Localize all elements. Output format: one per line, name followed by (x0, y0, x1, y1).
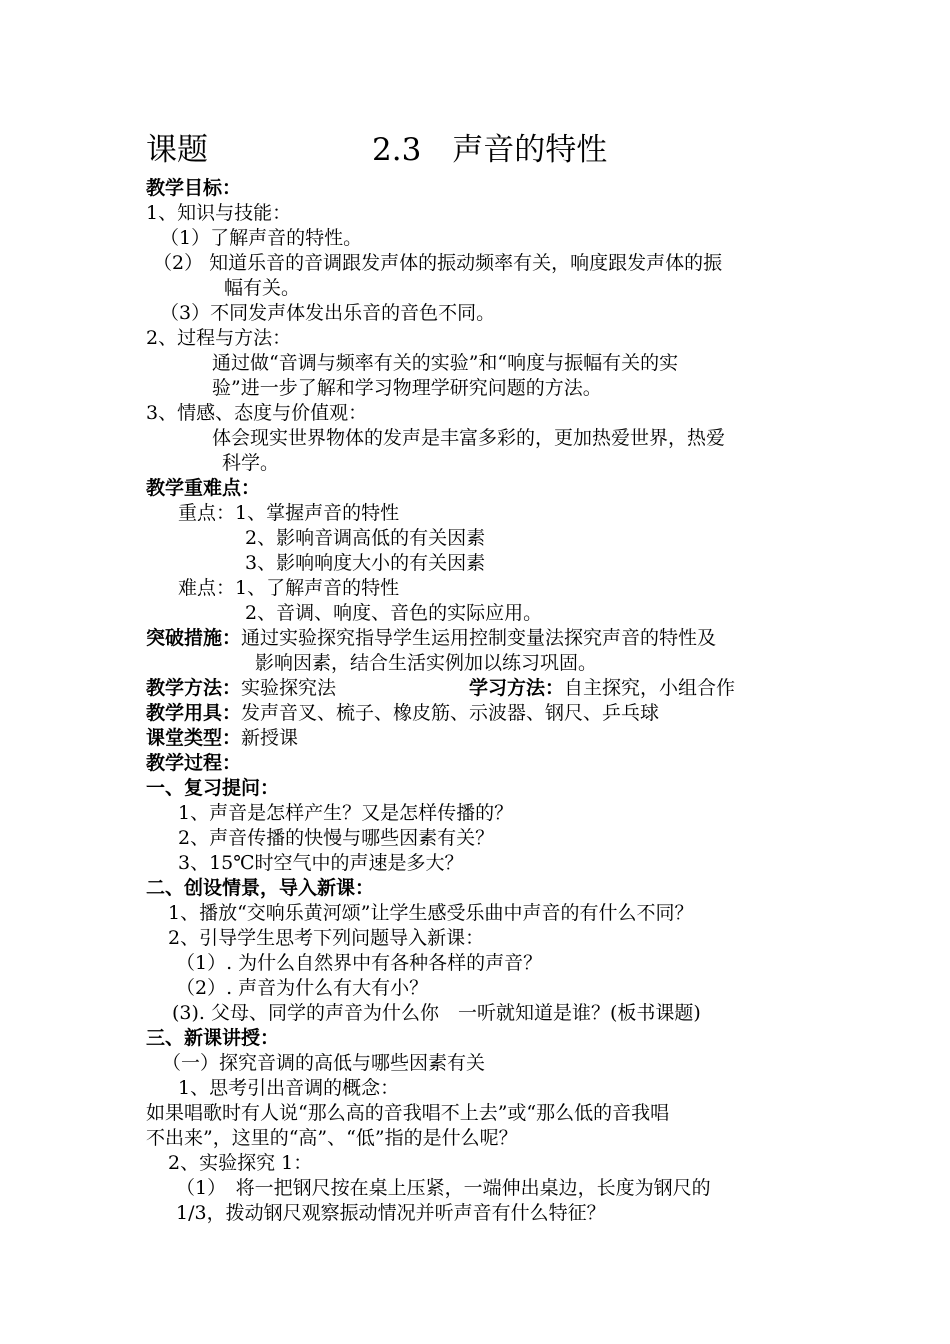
scenario-item: 1、播放“交响乐黄河颂”让学生感受乐曲中声音的有什么不同？ (168, 902, 694, 924)
key-points-heading: 教学重难点： (146, 477, 261, 499)
key-point: 3、影响响度大小的有关因素 (245, 552, 486, 574)
breakthrough-line (146, 626, 716, 651)
key-point: 2、影响音调高低的有关因素 (245, 527, 486, 549)
scenario-item: 2、引导学生思考下列问题导入新课： (168, 927, 485, 949)
review-question: 3、15℃时空气中的声速是多大？ (178, 852, 464, 874)
new-lesson-heading: 三、新课讲授： (146, 1027, 280, 1049)
new-lesson-step: 2、实验探究 1： (168, 1152, 313, 1174)
new-lesson-text: 不出来”，这里的“高”、“低”指的是什么呢？ (146, 1127, 518, 1149)
difficulty-point: 2、音调、响度、音色的实际应用。 (245, 602, 543, 624)
lesson-type (146, 726, 298, 751)
objective-process-text: 通过做“音调与频率有关的实验”和“响度与振幅有关的实 (212, 352, 679, 374)
scenario-question: （1）. 为什么自然界中有各种各样的声音？ (176, 952, 543, 974)
objective-item-cont: 幅有关。 (224, 277, 301, 299)
breakthrough-text: 通过实验探究指导学生运用控制变量法探究声音的特性及 (241, 627, 717, 649)
review-heading: 一、复习提问： (146, 777, 280, 799)
objective-item: （1）了解声音的特性。 (160, 227, 363, 249)
objective-process-text: 验”进一步了解和学习物理学研究问题的方法。 (212, 377, 602, 399)
lesson-type-value: 新授课 (241, 727, 299, 749)
teaching-method (146, 676, 336, 701)
lesson-type-label: 课堂类型： (146, 727, 242, 749)
new-lesson-text: 如果唱歌时有人说“那么高的音我唱不上去”或“那么低的音我唱 (146, 1102, 670, 1124)
objective-knowledge: 1、知识与技能： (146, 202, 292, 224)
difficulty-point: 难点：1、了解声音的特性 (178, 577, 400, 599)
scenario-question: （2）. 声音为什么有大有小？ (176, 977, 429, 999)
objective-process: 2、过程与方法： (146, 327, 292, 349)
experiment-step-cont: 1/3，拨动钢尺观察振动情况并听声音有什么特征？ (176, 1202, 606, 1224)
title-text: 2.3 声音的特性 (372, 132, 608, 168)
learning-method-value: 自主探究，小组合作 (564, 677, 736, 699)
teaching-tools-label: 教学用具： (146, 702, 242, 724)
learning-method (469, 676, 735, 701)
scenario-heading: 二、创设情景，导入新课： (146, 877, 375, 899)
objective-attitude-text: 科学。 (222, 452, 280, 474)
review-question: 2、声音传播的快慢与哪些因素有关？ (178, 827, 495, 849)
review-question: 1、声音是怎样产生？又是怎样传播的？ (178, 802, 514, 824)
breakthrough-text-cont: 影响因素，结合生活实例加以练习巩固。 (255, 652, 598, 674)
lesson-title (146, 130, 608, 170)
process-heading: 教学过程： (146, 752, 242, 774)
teaching-method-value: 实验探究法 (241, 677, 337, 699)
breakthrough-label: 突破措施： (146, 627, 242, 649)
objective-item: （3）不同发声体发出乐音的音色不同。 (160, 302, 496, 324)
scenario-question: (3). 父母、同学的声音为什么你 一听就知道是谁？(板书课题) (172, 1002, 701, 1024)
objective-attitude: 3、情感、态度与价值观： (146, 402, 368, 424)
teaching-method-label: 教学方法： (146, 677, 242, 699)
new-lesson-part: （一）探究音调的高低与哪些因素有关 (162, 1052, 486, 1074)
objective-attitude-text: 体会现实世界物体的发声是丰富多彩的，更加热爱世界，热爱 (212, 427, 726, 449)
learning-method-label: 学习方法： (469, 677, 565, 699)
key-point: 重点：1、掌握声音的特性 (178, 502, 400, 524)
objective-item: （2） 知道乐音的音调跟发声体的振动频率有关，响度跟发声体的振 (153, 252, 723, 274)
new-lesson-step: 1、思考引出音调的概念： (178, 1077, 400, 1099)
experiment-step: （1） 将一把钢尺按在桌上压紧，一端伸出桌边，长度为钢尺的 (176, 1177, 711, 1199)
teaching-tools-value: 发声音叉、梳子、橡皮筋、示波器、钢尺、乒乓球 (241, 702, 660, 724)
title-label: 课题 (146, 132, 208, 168)
teaching-tools (146, 701, 659, 726)
objectives-heading: 教学目标： (146, 177, 242, 199)
